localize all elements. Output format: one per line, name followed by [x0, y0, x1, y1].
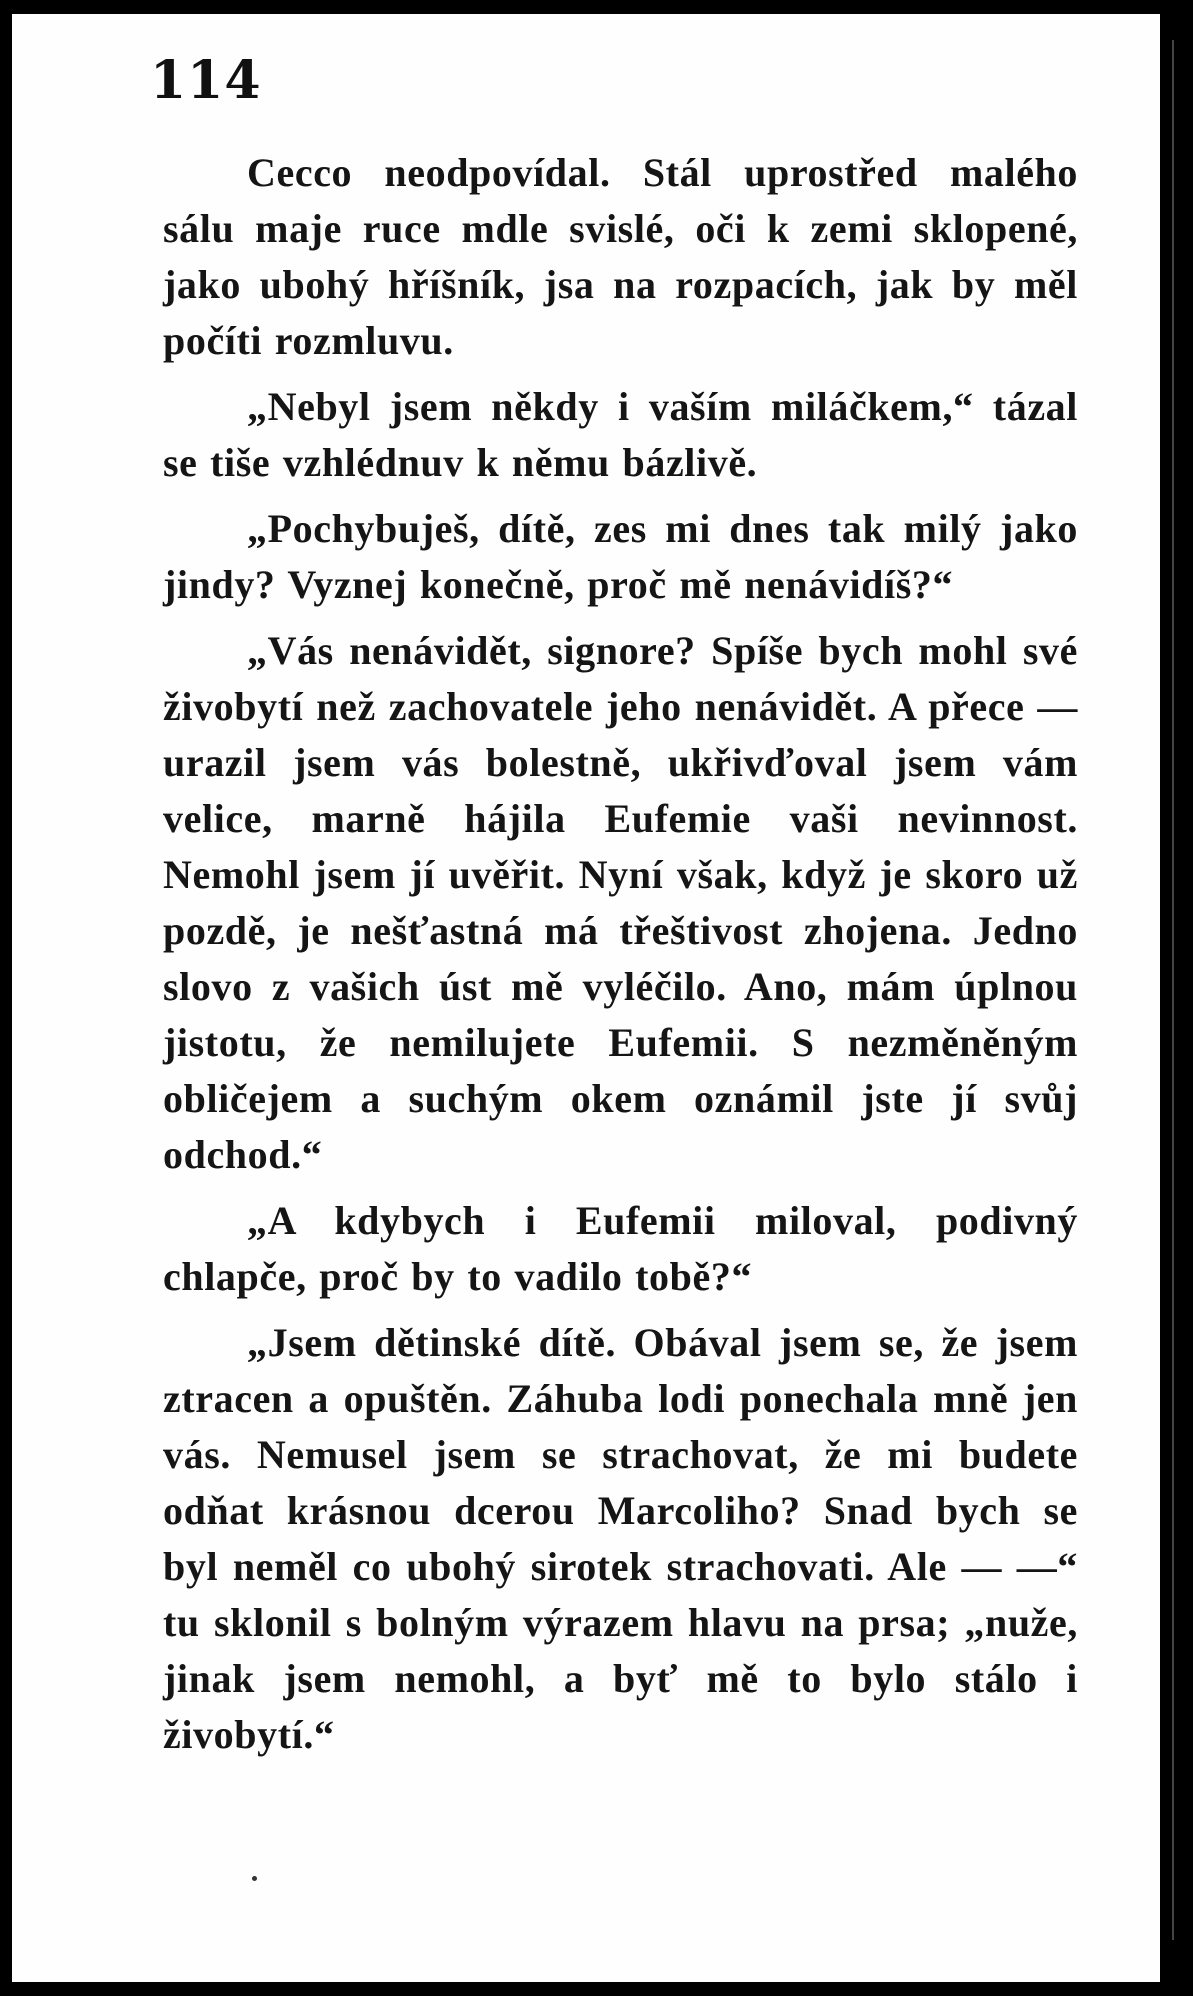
binding-edge	[1160, 0, 1193, 1996]
page-number: 114	[150, 50, 262, 111]
paragraph: „Pochybuješ, dítě, zes mi dnes tak milý jako jindy? Vyznej konečně, proč mě nenávidíš?“	[163, 506, 1078, 607]
ink-speck	[252, 1876, 257, 1881]
paragraph: Cecco neodpovídal. Stál uprostřed malého sálu maje ruce mdle svislé, oči k zemi sklopené, jako ubohý hříšník, jsa na rozpacích, jak by měl počíti rozmluvu.	[163, 150, 1078, 363]
binding-shadow-line	[1172, 40, 1174, 1940]
paragraph: „A kdybych i Eufemii miloval, podivný chlapče, proč by to vadilo tobě?“	[163, 1198, 1078, 1299]
paragraph: „Nebyl jsem někdy i vaším miláčkem,“ tázal se tiše vzhlédnuv k němu bázlivě.	[163, 384, 1078, 485]
body-text	[163, 145, 1078, 1773]
paragraph: „Vás nenávidět, signore? Spíše bych mohl své živobytí než zachovatele jeho nenávidět. A přece — urazil jsem vás bolestně, ukřivďoval jsem vám velice, marně hájila Eufemie vaši nevinnost. Nemohl jsem jí uvěřit. Nyní však, když je skoro už pozdě, je nešťastná má třeštivost zhojena. Jedno slovo z vašich úst mě vyléčilo. Ano, mám úplnou jistotu, že nemilujete Eufemii. S nezměněným obličejem a suchým okem oznámil jste jí svůj odchod.“	[163, 628, 1078, 1177]
paragraph: „Jsem dětinské dítě. Obával jsem se, že jsem ztracen a opuštěn. Záhuba lodi ponechala mně jen vás. Nemusel jsem se strachovat, že mi budete odňat krásnou dcerou Marcoliho? Snad bych se byl neměl co ubohý sirotek strachovati. Ale — —“ tu sklonil s bolným výrazem hlavu na prsa; „nuže, jinak jsem nemohl, a byť mě to bylo stálo i živobytí.“	[163, 1320, 1078, 1757]
